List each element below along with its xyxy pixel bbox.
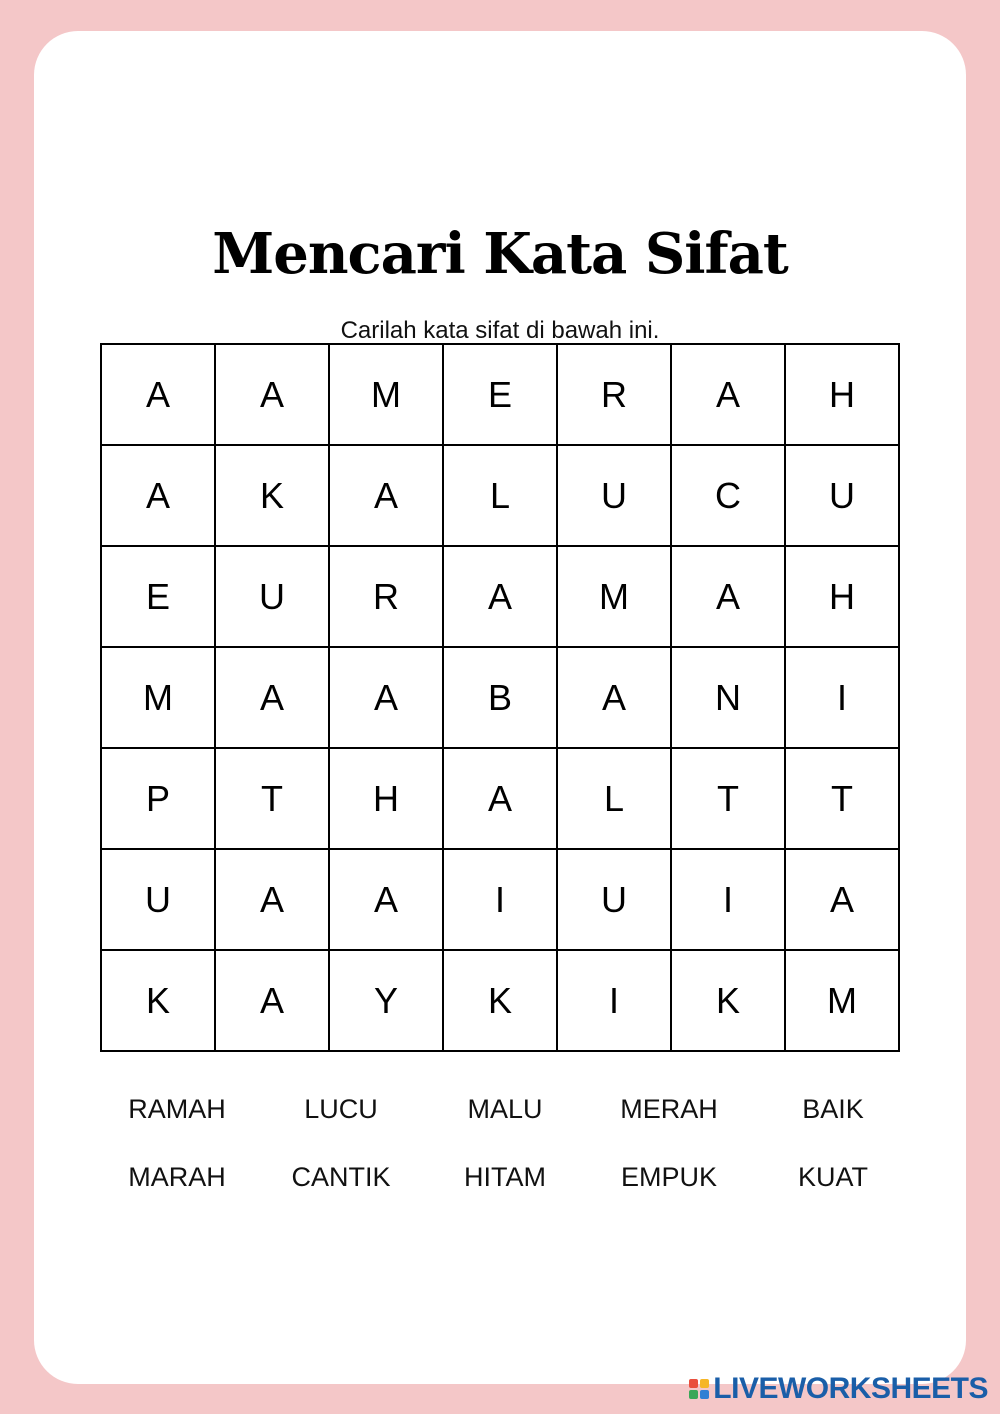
letter-grid xyxy=(100,343,900,1052)
grid-row xyxy=(101,950,899,1051)
grid-cell[interactable]: R xyxy=(329,546,443,647)
logo-square xyxy=(700,1390,709,1399)
grid-cell[interactable]: R xyxy=(557,344,671,445)
grid-cell[interactable]: A xyxy=(215,950,329,1051)
word-item: HITAM xyxy=(464,1162,546,1192)
grid-cell[interactable]: K xyxy=(101,950,215,1051)
grid-cell[interactable]: A xyxy=(215,849,329,950)
logo-square xyxy=(700,1379,709,1388)
grid-cell[interactable]: U xyxy=(557,445,671,546)
grid-cell[interactable]: L xyxy=(443,445,557,546)
grid-cell[interactable]: A xyxy=(329,445,443,546)
grid-row xyxy=(101,748,899,849)
grid-cell[interactable]: A xyxy=(101,344,215,445)
grid-cell[interactable]: U xyxy=(215,546,329,647)
word-item: EMPUK xyxy=(620,1162,718,1192)
word-item: CANTIK xyxy=(291,1162,391,1192)
grid-cell[interactable]: A xyxy=(329,849,443,950)
grid-cell[interactable]: H xyxy=(785,546,899,647)
grid-cell[interactable]: I xyxy=(557,950,671,1051)
grid-cell[interactable]: H xyxy=(329,748,443,849)
grid-cell[interactable]: Y xyxy=(329,950,443,1051)
grid-cell[interactable]: M xyxy=(329,344,443,445)
brand-name: LIVEWORKSHEETS xyxy=(713,1372,988,1405)
word-list xyxy=(95,1092,915,1194)
grid-cell[interactable]: U xyxy=(101,849,215,950)
grid-row xyxy=(101,849,899,950)
grid-cell[interactable]: I xyxy=(671,849,785,950)
grid-cell[interactable]: H xyxy=(785,344,899,445)
grid-cell[interactable]: A xyxy=(671,344,785,445)
brand-footer[interactable] xyxy=(689,1372,988,1406)
grid-cell[interactable]: T xyxy=(785,748,899,849)
grid-row xyxy=(101,546,899,647)
word-item: LUCU xyxy=(304,1094,378,1124)
grid-cell[interactable]: M xyxy=(557,546,671,647)
grid-cell[interactable]: K xyxy=(443,950,557,1051)
grid-cell[interactable]: A xyxy=(443,546,557,647)
grid-cell[interactable]: I xyxy=(443,849,557,950)
grid-cell[interactable]: T xyxy=(215,748,329,849)
grid-cell[interactable]: A xyxy=(329,647,443,748)
grid-row xyxy=(101,445,899,546)
word-item: RAMAH xyxy=(128,1094,226,1124)
word-item: MERAH xyxy=(620,1094,718,1124)
grid-cell[interactable]: M xyxy=(101,647,215,748)
grid-cell[interactable]: T xyxy=(671,748,785,849)
liveworksheets-logo-icon xyxy=(689,1379,709,1399)
grid-cell[interactable]: I xyxy=(785,647,899,748)
grid-cell[interactable]: A xyxy=(101,445,215,546)
word-item: KUAT xyxy=(797,1162,868,1192)
grid-cell[interactable]: B xyxy=(443,647,557,748)
grid-cell[interactable]: A xyxy=(557,647,671,748)
grid-cell[interactable]: K xyxy=(215,445,329,546)
grid-cell[interactable]: K xyxy=(671,950,785,1051)
grid-cell[interactable]: A xyxy=(671,546,785,647)
grid-cell[interactable]: E xyxy=(443,344,557,445)
page-title: Mencari Kata Sifat xyxy=(212,221,788,287)
grid-cell[interactable]: A xyxy=(785,849,899,950)
word-item: BAIK xyxy=(802,1094,864,1124)
grid-cell[interactable]: M xyxy=(785,950,899,1051)
grid-cell[interactable]: E xyxy=(101,546,215,647)
grid-cell[interactable]: A xyxy=(215,647,329,748)
grid-cell[interactable]: L xyxy=(557,748,671,849)
grid-cell[interactable]: A xyxy=(215,344,329,445)
logo-square xyxy=(689,1390,698,1399)
word-item: MALU xyxy=(467,1094,543,1124)
grid-cell[interactable]: A xyxy=(443,748,557,849)
instructions: Carilah kata sifat di bawah ini. xyxy=(340,317,660,344)
grid-cell[interactable]: U xyxy=(785,445,899,546)
grid-row xyxy=(101,647,899,748)
grid-cell[interactable]: C xyxy=(671,445,785,546)
grid-cell[interactable]: N xyxy=(671,647,785,748)
grid-row xyxy=(101,344,899,445)
word-item: MARAH xyxy=(128,1162,226,1192)
logo-square xyxy=(689,1379,698,1388)
grid-cell[interactable]: P xyxy=(101,748,215,849)
grid-cell[interactable]: U xyxy=(557,849,671,950)
